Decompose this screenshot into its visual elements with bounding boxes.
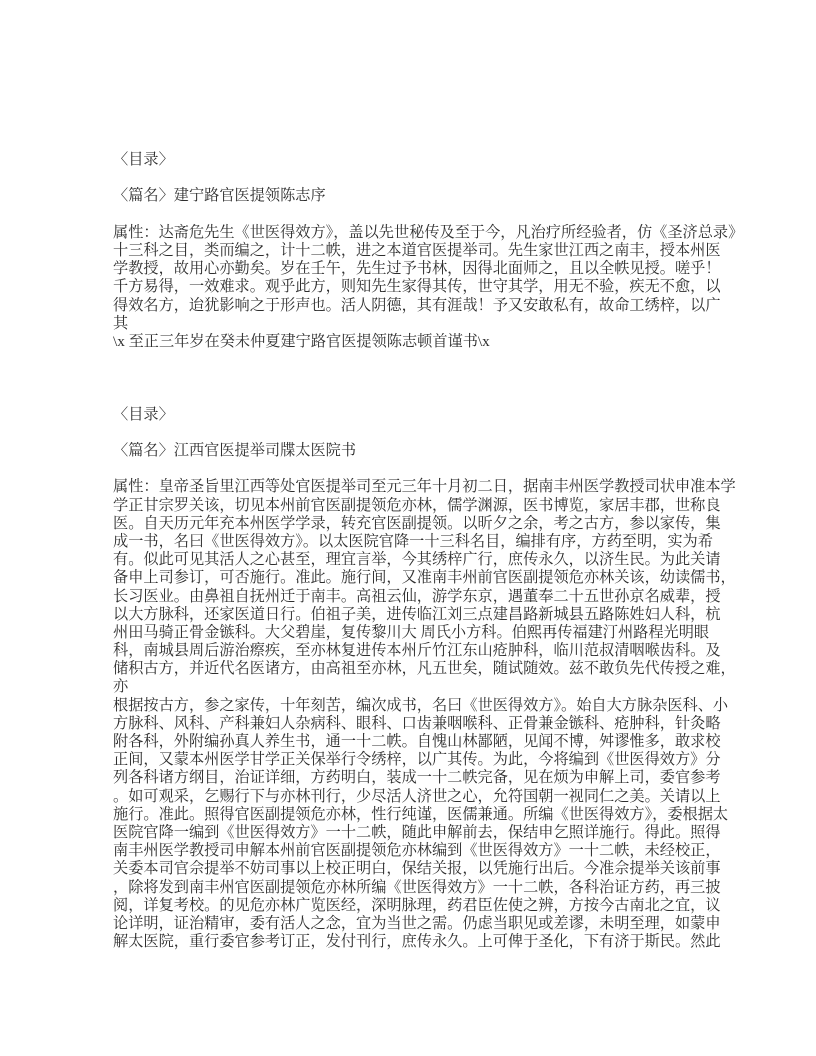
body-text-line: 列各科诸方纲目，治证详细，方药明白，装成一十二帙完备，见在烦为申解上司，委官参考 bbox=[113, 769, 721, 787]
toc-marker: 〈目录〉 bbox=[113, 151, 174, 168]
section-body bbox=[113, 223, 744, 351]
body-text-line: 关委本司官佘提举不妨司事以上校正明白，保结关报，以凭施行出后。今准佘提举关该前事 bbox=[113, 860, 721, 878]
section-title: 〈篇名〉江西官医提举司牒太医院书 bbox=[113, 442, 356, 460]
body-text-line: 医院官降一编到《世医得效方》一十二帙，随此申解前去，保结申乞照详施行。得此。照得 bbox=[113, 823, 721, 841]
section-jiangxi-dispatch bbox=[113, 406, 736, 952]
body-text-line: 正间，又蒙本州医学甘学正关保举行令绣梓，以广其传。为此，今将编到《世医得效方》分 bbox=[113, 751, 721, 769]
body-text-line: 成一书，名曰《世医得效方》。以太医院官降一十三科名目，编排有序，方药至明，实为希 bbox=[113, 532, 713, 550]
section-chen-zhi-preface bbox=[113, 151, 744, 351]
body-text-line: 附各科，外附编孙真人养生书，通一十二帙。自愧山林鄙陋，见闻不博，舛谬惟多，敢求校 bbox=[113, 733, 721, 751]
section-title: 〈篇名〉建宁路官医提领陈志序 bbox=[113, 187, 326, 205]
body-text-line: 属性：达斋危先生《世医得效方》，盖以先世秘传及至于今，凡治疗所经验者，仿《圣济总录》 bbox=[113, 223, 744, 241]
body-text-line: 储积古方，并近代名医诸方，由高祖至亦林，凡五世矣，随试随效。兹不敢负先代传授之难， bbox=[113, 660, 736, 678]
body-text-line: 备申上司参订，可否施行。准此。施行间，又准南丰州前官医副提领危亦林关该，幼读儒书， bbox=[113, 569, 736, 587]
section-gap bbox=[113, 351, 736, 406]
body-text-line: 学正甘宗罗关该，切见本州前官医副提领危亦林，儒学渊源，医书博览，家居丰郡，世称良 bbox=[113, 496, 721, 514]
body-text-line: 。如可观采，乞赐行下与亦林刊行，少尽活人济世之心，允符国朝一视同仁之美。关请以上 bbox=[113, 787, 721, 805]
body-text-line: \x 至正三年岁在癸未仲夏建宁路官医提领陈志顿首谨书\x bbox=[113, 332, 490, 350]
body-text-line: 阅，详复考校。的见危亦林广览医经，深明脉理，药君臣佐使之辨，方按今古南北之宜，议 bbox=[113, 896, 721, 914]
body-text-line: 南丰州医学教授司申解本州前官医副提领危亦林编到《世医得效方》一十二帙，未经校正， bbox=[113, 842, 721, 860]
body-text-line: 方脉科、风科、产科兼妇人杂病科、眼科、口齿兼咽喉科、正骨兼金镞科、疮肿科，针灸略 bbox=[113, 714, 721, 732]
body-text-line: 十三科之目，类而编之，计十二帙，进之本道官医提举司。先生家世江西之南丰，授本州医 bbox=[113, 241, 721, 259]
body-text-line: 解太医院，重行委官参考订正，发付刊行，庶传永久。上可俾于圣化，下有济于斯民。然此 bbox=[113, 933, 721, 951]
body-text-line: 亦 bbox=[113, 678, 129, 696]
body-text-line: 有。似此可见其活人之心甚至，理宜言举，今其绣梓广行，庶传永久，以济生民。为此关请 bbox=[113, 551, 721, 569]
section-body bbox=[113, 478, 736, 951]
body-text-line: ，除将发到南丰州官医副提领危亦林所编《世医得效方》一十二帙，各科治证方药，再三披 bbox=[113, 878, 721, 896]
body-text-line: 其 bbox=[113, 314, 129, 332]
blank-line bbox=[113, 169, 736, 187]
body-text-line: 属性：皇帝圣旨里江西等处官医提举司至元三年十月初二日，据南丰州医学教授司状申准本学 bbox=[113, 478, 736, 496]
body-text-line: 根据按古方，参之家传，十年刻苦，编次成书，名曰《世医得效方》。始自大方脉杂医科、小 bbox=[113, 696, 729, 714]
body-text-line: 千方易得，一效难求。观乎此方，则知先生家得其传，世守其学，用无不验，疾无不愈，以 bbox=[113, 278, 721, 296]
body-text-line: 以大方脉科，还家医道日行。伯祖子美，进传临江刘三点建昌路新城县五路陈姓妇人科，杭 bbox=[113, 605, 721, 623]
body-text-line: 施行。准此。照得官医副提领危亦林，性行纯谨，医儒兼通。所编《世医得效方》，委根据太 bbox=[113, 805, 729, 823]
body-text-line: 论详明，证治精审，委有活人之念，宜为当世之需。仍虑当职见或差谬，未明至理，如蒙申 bbox=[113, 914, 721, 932]
body-text-line: 州田马骑正骨金镞科。大父碧崖，复传黎川大 周氏小方科。伯熙再传福建汀州路程光明眼 bbox=[113, 623, 710, 641]
blank-line bbox=[113, 424, 736, 442]
body-text-line: 学教授，故用心亦勤矣。岁在壬午，先生过予书林，因得北面师之，且以全帙见授。嗟乎！ bbox=[113, 260, 721, 278]
toc-marker: 〈目录〉 bbox=[113, 405, 174, 423]
body-text-line: 科，南城县周后游治瘵疾，至亦林复进传本州斤竹江东山疮肿科，临川范叔清咽喉齿科。及 bbox=[113, 642, 721, 660]
body-text-line: 长习医业。由鼻祖自抚州迁于南丰。高祖云仙，游学东京，遇董奉二十五世孙京名威辈，授 bbox=[113, 587, 721, 605]
body-text-line: 医。自天历元年充本州医学学录，转充官医副提领。以昕夕之余，考之古方，参以家传，集 bbox=[113, 514, 721, 532]
blank-line bbox=[113, 460, 736, 478]
body-text-line: 得效名方，迨犹影响之于形声也。活人阴德，其有涯哉！予又安敢私有，故命工绣梓，以广 bbox=[113, 296, 721, 314]
blank-line bbox=[113, 206, 736, 224]
